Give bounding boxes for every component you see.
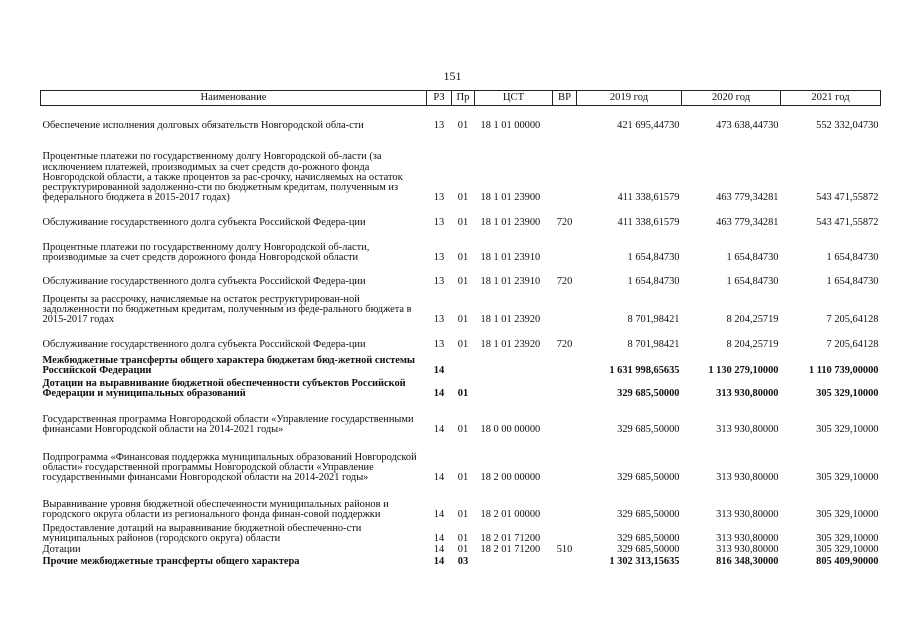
row-rz: 13: [433, 252, 445, 264]
row-2019: 1 654,84730: [627, 252, 680, 264]
header-rz: РЗ: [427, 91, 452, 106]
header-2019: 2019 год: [577, 91, 682, 106]
row-2019: 329 685,50000: [617, 533, 680, 545]
table-row: [41, 400, 881, 436]
row-2019: 329 685,50000: [617, 509, 680, 521]
row-cst: 18 1 01 23910: [480, 252, 541, 264]
row-vr: [553, 229, 577, 264]
row-2021: 552 332,04730: [816, 120, 879, 132]
row-cst: [475, 556, 553, 568]
row-2020: 1 654,84730: [726, 276, 779, 288]
row-2019: 1 302 313,15635: [609, 556, 680, 568]
row-2021: 543 471,55872: [816, 217, 879, 229]
table-row: [41, 521, 881, 545]
header-cst: ЦСТ: [475, 91, 553, 106]
table-row: [41, 264, 881, 288]
row-name: Дотации: [42, 544, 81, 556]
row-2020: 313 930,80000: [716, 388, 779, 400]
row-2021: 305 329,10000: [816, 533, 879, 545]
header-vr: ВР: [553, 91, 577, 106]
row-name: Процентные платежи по государственному долгу Новгородской об-ласти (за исключением платежей, производимых за счет средств до-рожного фонда Новгородской области, а также процентов за рас-срочку, начисляемых на остаток реструктурированной задолженно-сти по бюджетным кредитам, полученным из федерального бюджета в 2015-2017 годах): [42, 151, 403, 204]
row-pr: 01: [457, 120, 469, 132]
table-row: [41, 484, 881, 521]
row-cst: 18 1 01 23900: [480, 192, 541, 204]
row-cst: 18 1 01 23900: [480, 217, 541, 229]
table-row: [41, 106, 881, 132]
row-vr: 510: [556, 544, 573, 556]
row-2019: 421 695,44730: [617, 120, 680, 132]
row-name: Процентные платежи по государственному долгу Новгородской об-ласти, производимые за счет средств дорожного фонда Новгородской области: [42, 242, 370, 264]
row-rz: 14: [433, 388, 445, 400]
row-2020: 313 930,80000: [716, 472, 779, 484]
row-2020: 8 204,25719: [726, 339, 779, 351]
row-rz: 13: [433, 314, 445, 326]
row-2021: 305 329,10000: [816, 472, 879, 484]
row-cst: 18 2 00 00000: [480, 472, 541, 484]
row-name: Предоставление дотаций на выравнивание бюджетной обеспеченно-сти муниципальных районов (городского округа) области: [42, 523, 362, 545]
row-name: Проценты за рассрочку, начисляемые на остаток реструктурирован-ной задолженности по бюджетным кредитам, полученным из феде-рального бюджета в 2015-2017 годах: [42, 293, 412, 326]
row-pr: 03: [457, 556, 469, 568]
row-pr: 01: [457, 339, 469, 351]
row-rz: 14: [433, 365, 445, 377]
row-vr: [553, 132, 577, 204]
row-2019: 411 338,61579: [617, 192, 680, 204]
row-2021: 305 329,10000: [816, 509, 879, 521]
row-2021: 7 205,64128: [826, 339, 879, 351]
row-rz: 14: [433, 544, 445, 556]
row-pr: [452, 351, 475, 377]
row-pr: 01: [457, 192, 469, 204]
row-2020: 8 204,25719: [726, 314, 779, 326]
row-vr: 720: [556, 339, 573, 351]
row-name: Подпрограмма «Финансовая поддержка муниципальных образований Новгородской области» государственной программы Новгородской области «Управление государственными финансами Новгородской области на 2014-2021 годы»: [42, 451, 417, 484]
row-rz: 13: [433, 276, 445, 288]
table-row: [41, 436, 881, 484]
row-vr: [553, 377, 577, 400]
row-name: Дотации на выравнивание бюджетной обеспеченности субъектов Российской Федерации и муниципальных образований: [42, 378, 406, 400]
row-2020: 313 930,80000: [716, 544, 779, 556]
row-2020: 1 654,84730: [726, 252, 779, 264]
row-2020: 313 930,80000: [716, 424, 779, 436]
row-rz: 13: [433, 339, 445, 351]
row-2020: 473 638,44730: [716, 120, 779, 132]
row-2021: 805 409,90000: [816, 556, 879, 568]
row-cst: 18 1 01 00000: [480, 120, 541, 132]
row-pr: 01: [457, 276, 469, 288]
row-name: Государственная программа Новгородской области «Управление государственными финансами Новгородской области на 2014-2021 годы»: [42, 414, 414, 436]
row-name: Выравнивание уровня бюджетной обеспеченности муниципальных районов и городского округа области из регионального фонда финан-совой поддержки: [42, 499, 389, 521]
row-rz: 14: [433, 556, 445, 568]
row-vr: [553, 106, 577, 132]
row-rz: 13: [433, 217, 445, 229]
table-row: [41, 556, 881, 568]
table-row: [41, 377, 881, 400]
row-cst: 18 0 00 00000: [480, 424, 541, 436]
row-cst: 18 1 01 23920: [480, 339, 541, 351]
page-number: 151: [443, 69, 462, 83]
row-2020: 463 779,34281: [716, 192, 779, 204]
row-2021: 7 205,64128: [826, 314, 879, 326]
row-2019: 329 685,50000: [617, 544, 680, 556]
row-2020: 313 930,80000: [716, 509, 779, 521]
row-rz: 14: [433, 472, 445, 484]
row-2020: 816 348,30000: [716, 556, 779, 568]
row-vr: [553, 556, 577, 568]
row-vr: 720: [556, 276, 573, 288]
row-name: Обеспечение исполнения долговых обязательств Новгородской обла-сти: [42, 120, 364, 132]
row-name: Прочие межбюджетные трансферты общего характера: [42, 556, 300, 568]
row-2021: 305 329,10000: [816, 424, 879, 436]
row-2019: 8 701,98421: [627, 339, 680, 351]
budget-table: [40, 90, 881, 568]
row-2021: 1 110 739,00000: [808, 365, 879, 377]
row-rz: 13: [433, 192, 445, 204]
row-cst: 18 2 01 00000: [480, 509, 541, 521]
row-2021: 1 654,84730: [826, 252, 879, 264]
table-row: [41, 545, 881, 556]
table-row: [41, 132, 881, 204]
header-2021: 2021 год: [781, 91, 881, 106]
row-pr: 01: [457, 252, 469, 264]
row-pr: 01: [457, 314, 469, 326]
row-2019: 411 338,61579: [617, 217, 680, 229]
row-2020: 313 930,80000: [716, 533, 779, 545]
row-cst: 18 2 01 71200: [480, 533, 541, 545]
row-pr: 01: [457, 509, 469, 521]
row-pr: 01: [457, 544, 469, 556]
row-2019: 1 654,84730: [627, 276, 680, 288]
table-row: [41, 229, 881, 264]
row-2021: 543 471,55872: [816, 192, 879, 204]
row-2019: 8 701,98421: [627, 314, 680, 326]
row-pr: 01: [457, 424, 469, 436]
row-rz: 14: [433, 424, 445, 436]
row-name: Межбюджетные трансферты общего характера бюджетам бюд-жетной системы Российской Федерации: [42, 355, 416, 377]
row-name: Обслуживание государственного долга субъекта Российской Федера-ции: [42, 339, 366, 351]
row-pr: 01: [457, 217, 469, 229]
row-rz: 13: [433, 120, 445, 132]
row-2019: 329 685,50000: [617, 472, 680, 484]
row-name: Обслуживание государственного долга субъекта Российской Федера-ции: [42, 276, 366, 288]
table-row: [41, 326, 881, 351]
row-2019: 329 685,50000: [617, 424, 680, 436]
row-2021: 1 654,84730: [826, 276, 879, 288]
table-row: [41, 288, 881, 326]
row-2021: 305 329,10000: [816, 544, 879, 556]
table-header-row: [41, 91, 881, 106]
header-2020: 2020 год: [682, 91, 781, 106]
row-name: Обслуживание государственного долга субъекта Российской Федера-ции: [42, 217, 366, 229]
row-rz: 14: [433, 509, 445, 521]
row-2019: 329 685,50000: [617, 388, 680, 400]
row-2020: 1 130 279,10000: [708, 365, 779, 377]
row-vr: 720: [556, 217, 573, 229]
row-pr: 01: [457, 472, 469, 484]
row-vr: [553, 351, 577, 377]
row-vr: [553, 484, 577, 521]
header-pr: Пр: [452, 91, 475, 106]
row-cst: 18 1 01 23920: [480, 314, 541, 326]
header-name: Наименование: [41, 91, 427, 106]
row-cst: 18 2 01 71200: [480, 544, 541, 556]
row-vr: [553, 288, 577, 326]
row-2019: 1 631 998,65635: [609, 365, 680, 377]
row-pr: 01: [457, 533, 469, 545]
row-cst: [475, 377, 553, 400]
row-rz: 14: [433, 533, 445, 545]
row-vr: [553, 400, 577, 436]
row-cst: 18 1 01 23910: [480, 276, 541, 288]
row-2020: 463 779,34281: [716, 217, 779, 229]
row-cst: [475, 351, 553, 377]
row-pr: 01: [457, 388, 469, 400]
table-row: [41, 204, 881, 229]
row-vr: [553, 436, 577, 484]
row-2021: 305 329,10000: [816, 388, 879, 400]
table-row: [41, 351, 881, 377]
row-vr: [553, 521, 577, 545]
